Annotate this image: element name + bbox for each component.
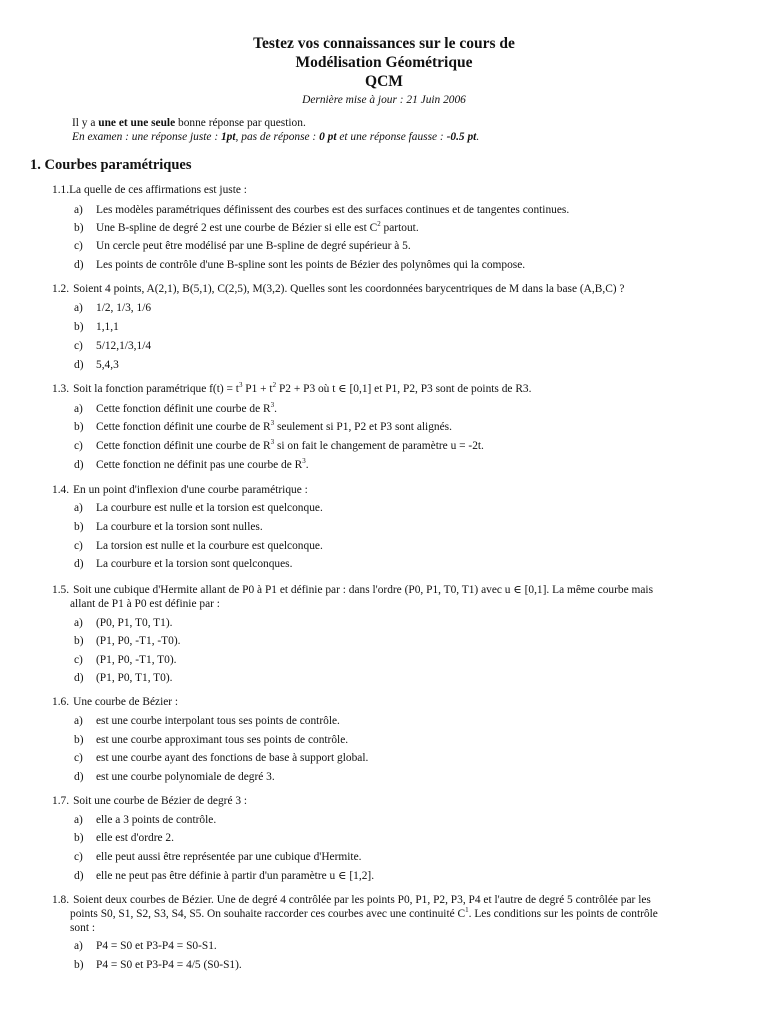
question-stem: 1.1.La quelle de ces affirmations est juste : bbox=[52, 184, 247, 196]
question-stem: 1.2. Soient 4 points, A(2,1), B(5,1), C(2,5), M(3,2). Quelles sont les coordonnées barycentriques de M dans la base (A,B,C) ? bbox=[52, 283, 625, 295]
question-stem-continued: points S0, S1, S2, S3, S4, S5. On souhaite raccorder ces courbes avec une continuité $C^1$. Les conditions sur les points de contrôle bbox=[70, 906, 658, 920]
question-stem: 1.8. Soient deux courbes de Bézier. Une de degré 4 contrôlée par les points P0, P1, P2, P3, P4 et l'autre de degré 5 contrôlée par les bbox=[52, 894, 651, 906]
option-d[interactable]: d) Cette fonction ne définit pas une courbe de $R^3$. bbox=[74, 457, 309, 471]
title-line-3: QCM bbox=[365, 73, 403, 90]
question-1-6 bbox=[52, 695, 747, 783]
question-1-7 bbox=[52, 794, 747, 882]
question-1-4 bbox=[52, 483, 747, 570]
option-a[interactable]: a) Les modèles paramétriques définissent des courbes est des surfaces continues et de tangentes continues. bbox=[74, 204, 570, 216]
question-stem: 1.3. Soit la fonction paramétrique $f(t) = t^3$ $P1 + t^2$ P2 + P3 où t ∈ [0,1] et P1, P2, P3 sont de points de R3. bbox=[52, 381, 532, 395]
option-b[interactable]: b) est une courbe approximant tous ses points de contrôle. bbox=[74, 734, 349, 746]
option-a[interactable]: a) Cette fonction définit une courbe de $R^3$. bbox=[74, 401, 277, 415]
option-b[interactable]: b) La courbure et la torsion sont nulles. bbox=[74, 521, 263, 533]
question-stem: 1.7. Soit une courbe de Bézier de degré 3 : bbox=[52, 795, 248, 807]
question-1-5 bbox=[52, 583, 747, 684]
option-c[interactable]: c) est une courbe ayant des fonctions de base à support global. bbox=[74, 752, 369, 764]
question-1-8 bbox=[52, 893, 747, 971]
option-c[interactable]: c) La torsion est nulle et la courbure est quelconque. bbox=[74, 540, 323, 552]
option-b[interactable]: b) Une B-spline de degré 2 est une courbe de Bézier si elle est $C^2$ partout. bbox=[74, 220, 419, 234]
option-b[interactable]: b) elle est d'ordre 2. bbox=[74, 832, 174, 844]
title-line-1: Testez vos connaissances sur le cours de bbox=[253, 35, 515, 52]
option-a[interactable]: a) est une courbe interpolant tous ses points de contrôle. bbox=[74, 715, 340, 727]
option-a[interactable]: a) P4 = S0 et P3-P4 = S0-S1. bbox=[74, 940, 217, 952]
title-line-2: Modélisation Géométrique bbox=[295, 54, 473, 71]
question-stem-continued-2: sont : bbox=[70, 922, 96, 934]
option-b[interactable]: b) Cette fonction définit une courbe de $R^3$ seulement si P1, P2 et P3 sont alignés. bbox=[74, 419, 452, 433]
option-d[interactable]: d) elle ne peut pas être définie à partir d'un paramètre u ∈ [1,2]. bbox=[74, 870, 375, 882]
option-c[interactable]: c) elle peut aussi être représentée par une cubique d'Hermite. bbox=[74, 851, 362, 863]
question-1-1 bbox=[52, 183, 747, 271]
option-a[interactable]: a) elle a 3 points de contrôle. bbox=[74, 814, 217, 826]
option-d[interactable]: d) La courbure et la torsion sont quelconques. bbox=[74, 558, 293, 570]
question-stem: 1.4. En un point d'inflexion d'une courbe paramétrique : bbox=[52, 484, 308, 496]
instructions bbox=[72, 116, 712, 144]
option-b[interactable]: b) P4 = S0 et P3-P4 = 4/5 (S0-S1). bbox=[74, 959, 242, 971]
option-d[interactable]: d) Les points de contrôle d'une B-spline sont les points de Bézier des polynômes qui la compose. bbox=[74, 259, 526, 271]
question-1-3 bbox=[52, 381, 747, 471]
option-a[interactable]: a) 1/2, 1/3, 1/6 bbox=[74, 302, 152, 314]
question-stem: 1.6. Une courbe de Bézier : bbox=[52, 696, 179, 708]
option-c[interactable]: c) Cette fonction définit une courbe de $R^3$ si on fait le changement de paramètre u = -2t. bbox=[74, 438, 484, 452]
question-1-2 bbox=[52, 282, 747, 371]
option-b[interactable]: b) (P1, P0, -T1, -T0). bbox=[74, 635, 181, 647]
last-updated: Dernière mise à jour : 21 Juin 2006 bbox=[302, 94, 466, 106]
document-header bbox=[0, 34, 768, 107]
option-d[interactable]: d) est une courbe polynomiale de degré 3. bbox=[74, 771, 275, 783]
option-a[interactable]: a) (P0, P1, T0, T1). bbox=[74, 617, 173, 629]
option-a[interactable]: a) La courbure est nulle et la torsion est quelconque. bbox=[74, 502, 323, 514]
section-title: 1. Courbes paramétriques bbox=[30, 157, 192, 173]
option-d[interactable]: d) 5,4,3 bbox=[74, 359, 119, 371]
option-c[interactable]: c) (P1, P0, -T1, T0). bbox=[74, 654, 177, 666]
option-d[interactable]: d) (P1, P0, T1, T0). bbox=[74, 672, 173, 684]
instructions-line-1: Il y a une et une seule bonne réponse par question. bbox=[72, 117, 306, 129]
question-stem-continued: allant de P1 à P0 est définie par : bbox=[70, 598, 220, 610]
option-c[interactable]: c) 5/12,1/3,1/4 bbox=[74, 340, 152, 352]
option-b[interactable]: b) 1,1,1 bbox=[74, 321, 119, 333]
question-stem: 1.5. Soit une cubique d'Hermite allant de P0 à P1 et définie par : dans l'ordre (P0, P1, T0, T1) avec u ∈ [0,1]. La même courbe mais bbox=[52, 584, 654, 596]
instructions-line-2: En examen : une réponse juste : 1pt, pas de réponse : 0 pt et une réponse fausse : -0.5 pt. bbox=[72, 131, 480, 143]
option-c[interactable]: c) Un cercle peut être modélisé par une B-spline de degré supérieur à 5. bbox=[74, 240, 411, 252]
